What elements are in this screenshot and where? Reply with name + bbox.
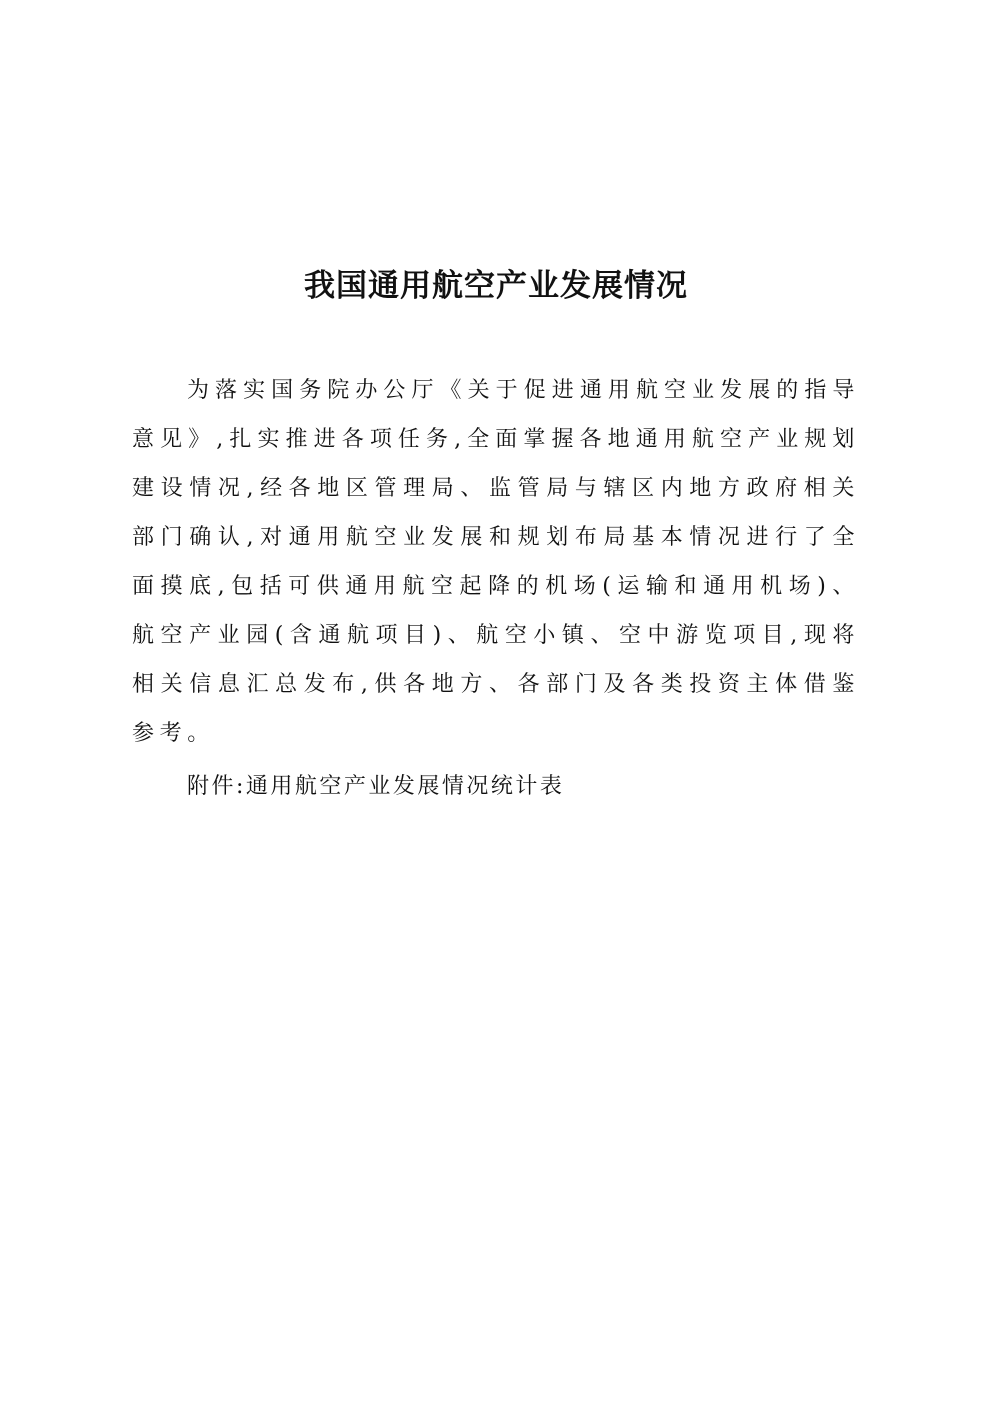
document-paragraph: 为落实国务院办公厅《关于促进通用航空业发展的指导意见》,扎实推进各项任务,全面掌握各地通用航空产业规划建设情况,经各地区管理局、监管局与辖区内地方政府相关部门确认,对通用航空业发展和规划布局基本情况进行了全面摸底,包括可供通用航空起降的机场(运输和通用机场)、航空产业园(含通航项目)、航空小镇、空中游览项目,现将相关信息汇总发布,供各地方、各部门及各类投资主体借鉴参考。 xyxy=(132,378,860,746)
attachment-line: 附件:通用航空产业发展情况统计表 xyxy=(187,774,565,799)
document-title: 我国通用航空产业发展情况 xyxy=(304,268,688,304)
